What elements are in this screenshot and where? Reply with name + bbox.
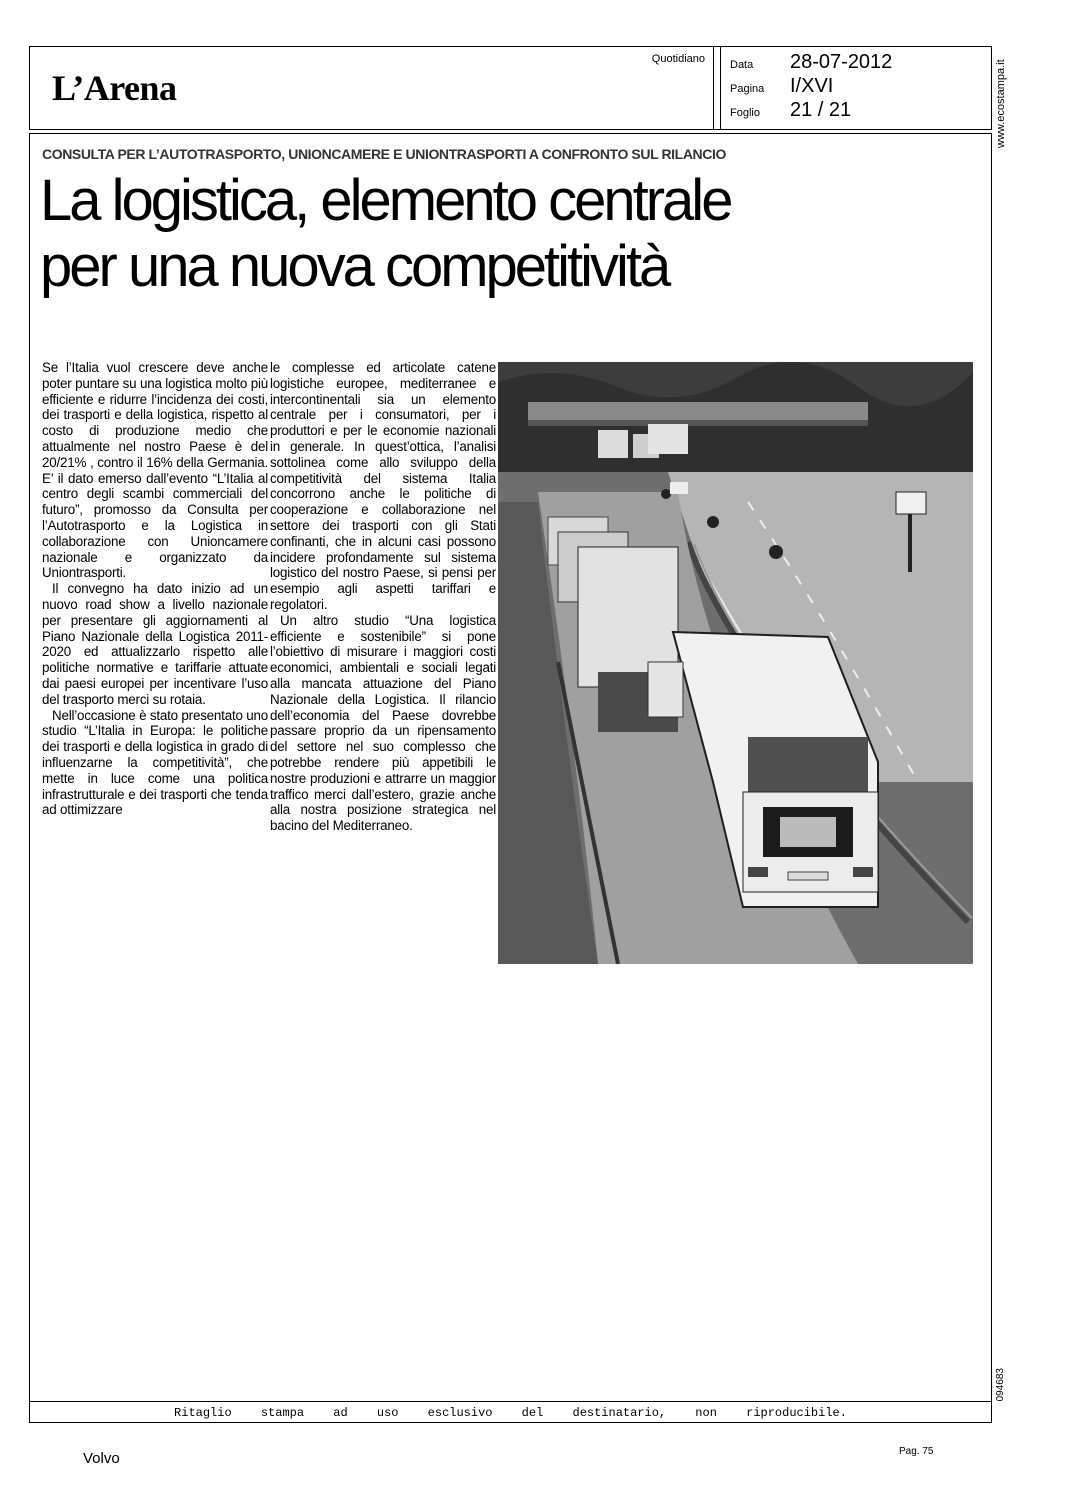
paragraph: Il convegno ha dato inizio ad un nuovo road show a livello nazionale per presentare gli aggiornamenti al Piano Nazionale della Logistica 2011-2020 ed attualizzarlo rispetto alle politiche normative e tariffarie attuate dai paesi europei per incentivare l’uso del trasporto merci su rotaia. bbox=[42, 581, 268, 707]
page-number: Pag. 75 bbox=[899, 1446, 934, 1457]
ecostampa-url bbox=[994, 59, 1008, 258]
header-divider bbox=[716, 47, 721, 129]
text-column-1 bbox=[42, 360, 268, 818]
publication-type: Quotidiano bbox=[651, 53, 705, 65]
footer-divider bbox=[30, 1401, 991, 1402]
masthead-box bbox=[30, 47, 714, 129]
article-kicker: CONSULTA PER L’AUTOTRASPORTO, UNIONCAMERE E UNIONTRASPORTI A CONFRONTO SUL RILANCIO bbox=[42, 146, 726, 162]
meta-key: Data bbox=[730, 59, 754, 71]
paragraph: Un altro studio “Una logistica efficiente e sostenibile” si pone l’obiettivo di misurare i maggiori costi economici, ambientali e sociali legati alla mancata attuazione del Piano Nazionale della Logistica. Il rilancio dell’economia del Paese dovrebbe passare proprio da un ripensamento del settore nel suo complesso che potrebbe rendere più appetibili le nostre produzioni e attrarre un maggior traffico merci dall’estero, grazie anche alla nostra posizione strategica nel bacino del Mediterraneo. bbox=[270, 612, 496, 834]
meta-key: Foglio bbox=[730, 107, 760, 119]
clipping-header bbox=[29, 46, 992, 130]
meta-value: I/XVI bbox=[790, 75, 834, 97]
meta-value: 21 / 21 bbox=[790, 99, 852, 121]
article-frame bbox=[29, 133, 992, 1423]
paragraph: Se l’Italia vuol crescere deve anche poter puntare su una logistica molto più efficiente e ridurre l’incidenza dei costi, dei trasporti e della logistica, rispetto al costo di produzione medio che attualmente nel nostro Paese è del 20/21% , contro il 16% della Germania. E’ il dato emerso dall’evento “L’Italia al centro degli scambi commerciali del futuro”, promosso da Consulta per l’Autotrasporto e la Logistica in collaborazione con Unioncamere nazionale e organizzato da Uniontrasporti. bbox=[42, 360, 268, 581]
truck-highway-photo bbox=[498, 362, 973, 964]
paragraph: le complesse ed articolate catene logistiche europee, mediterranee e intercontinentali sia un elemento centrale per i consumatori, per i produttori e per le economie nazionali in generale. In quest’ottica, l’analisi sottolinea come allo sviluppo della competitività del sistema Italia concorrono anche le politiche di cooperazione e collaborazione nel settore dei trasporti con gli Stati confinanti, che in alcuni casi possono incidere profondamente sul sistema logistico del nostro Paese, si pensi per esempio agli aspetti tariffari e regolatori. bbox=[270, 360, 496, 612]
client-name: Volvo bbox=[83, 1450, 120, 1467]
meta-row-sheet bbox=[730, 99, 985, 123]
article-headline bbox=[40, 168, 730, 300]
headline-line: per una nuova competitività bbox=[40, 234, 669, 299]
clipping-code: 094683 bbox=[995, 1368, 1006, 1402]
side-url-text: www.ecostampa.it bbox=[995, 59, 1007, 148]
newspaper-logo: L’Arena bbox=[52, 68, 177, 108]
meta-key: Pagina bbox=[730, 83, 765, 95]
text-column-2 bbox=[270, 360, 496, 834]
meta-row-page bbox=[730, 75, 985, 99]
clipping-meta bbox=[730, 51, 985, 123]
paragraph: Nell’occasione è stato presentato uno studio “L’Italia in Europa: le politiche dei trasporti e della logistica in grado di influenzarne la competitività”, che mette in luce come una politica infrastrutturale e dei trasporti che tenda ad ottimizzare bbox=[42, 707, 268, 818]
headline-line: La logistica, elemento centrale bbox=[40, 168, 731, 233]
reproduction-notice: Ritaglio stampa ad uso esclusivo del destinatario, non riproducibile. bbox=[174, 1406, 847, 1420]
meta-value: 28-07-2012 bbox=[790, 51, 893, 73]
meta-row-date bbox=[730, 51, 985, 75]
